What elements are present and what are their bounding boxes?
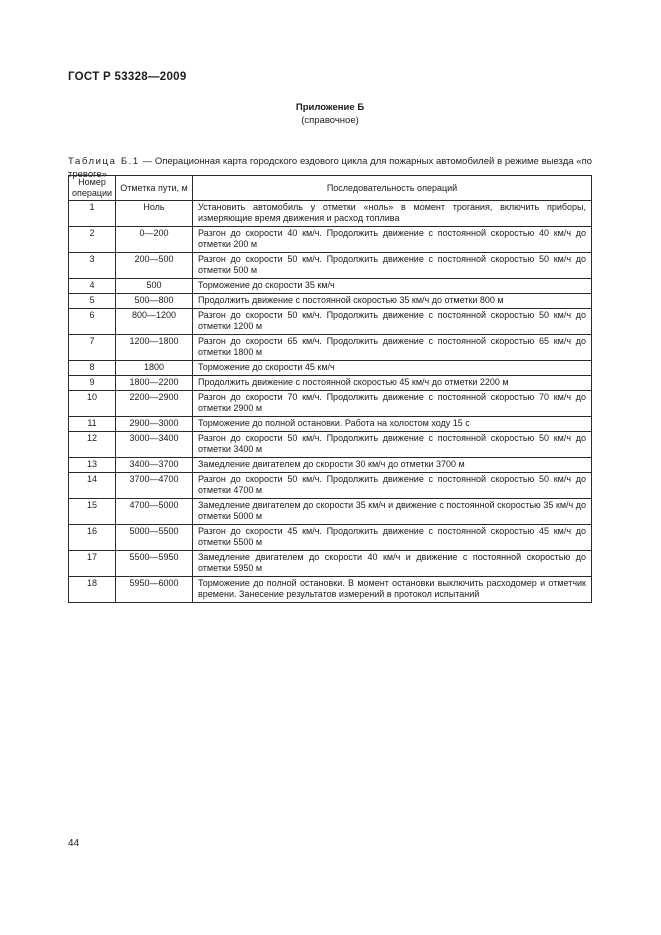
row-path-mark: 5500—5950 [116, 551, 193, 577]
row-operations-text: Торможение до полной остановки. Работа на холостом ходу 15 с [193, 417, 592, 432]
table-head [69, 176, 592, 201]
table-row [69, 294, 592, 309]
row-operations-text: Разгон до скорости 65 км/ч. Продолжить движение с постоянной скоростью 65 км/ч до отметки 1800 м [193, 335, 592, 361]
table-row [69, 309, 592, 335]
table-row [69, 391, 592, 417]
row-operations-text: Разгон до скорости 50 км/ч. Продолжить движение с постоянной скоростью 50 км/ч до отметки 3400 м [193, 432, 592, 458]
table-row [69, 376, 592, 391]
row-operations-text: Замедление двигателем до скорости 40 км/ч и движение с постоянной скоростью до отметки 5950 м [193, 551, 592, 577]
row-path-mark: 500 [116, 279, 193, 294]
row-operation-number: 1 [69, 201, 116, 227]
row-operation-number: 16 [69, 525, 116, 551]
appendix-subtitle: (справочное) [301, 115, 359, 126]
table-row [69, 499, 592, 525]
operations-table [68, 175, 592, 603]
row-operations-text: Разгон до скорости 50 км/ч. Продолжить движение с постоянной скоростью 50 км/ч до отметки 1200 м [193, 309, 592, 335]
row-path-mark: 1200—1800 [116, 335, 193, 361]
row-operations-text: Продолжить движение с постоянной скоростью 45 км/ч до отметки 2200 м [193, 376, 592, 391]
row-operations-text: Замедление двигателем до скорости 35 км/ч и движение с постоянной скоростью 35 км/ч до отметки 5000 м [193, 499, 592, 525]
table-row [69, 473, 592, 499]
row-path-mark: 500—800 [116, 294, 193, 309]
table-label: Таблица Б.1 [68, 155, 140, 167]
table-row [69, 201, 592, 227]
row-operation-number: 5 [69, 294, 116, 309]
row-path-mark: 2200—2900 [116, 391, 193, 417]
table-row [69, 279, 592, 294]
row-operation-number: 10 [69, 391, 116, 417]
table-title-text: Операционная карта городского ездового цикла для пожарных автомобилей в режиме выезда «по тревоге» [68, 155, 592, 180]
row-operation-number: 18 [69, 577, 116, 603]
row-operation-number: 11 [69, 417, 116, 432]
row-operation-number: 4 [69, 279, 116, 294]
row-path-mark: 5950—6000 [116, 577, 193, 603]
table-row [69, 361, 592, 376]
row-operations-text: Торможение до полной остановки. В момент остановки выключить расходомер и отметчик времени. Занесение результатов измерений в протокол испытаний [193, 577, 592, 603]
table-row [69, 417, 592, 432]
row-operation-number: 14 [69, 473, 116, 499]
row-operations-text: Разгон до скорости 45 км/ч. Продолжить движение с постоянной скоростью 45 км/ч до отметки 5500 м [193, 525, 592, 551]
row-path-mark: 3700—4700 [116, 473, 193, 499]
row-path-mark: 2900—3000 [116, 417, 193, 432]
table-row [69, 227, 592, 253]
column-header-path-mark: Отметка пути, м [116, 176, 193, 201]
row-path-mark: 1800—2200 [116, 376, 193, 391]
row-path-mark: 5000—5500 [116, 525, 193, 551]
row-path-mark: 0—200 [116, 227, 193, 253]
appendix-title: Приложение Б [295, 102, 365, 113]
standard-code: ГОСТ Р 53328—2009 [68, 71, 187, 83]
row-path-mark: 3000—3400 [116, 432, 193, 458]
appendix-block [68, 101, 592, 127]
row-operation-number: 13 [69, 458, 116, 473]
row-path-mark: 3400—3700 [116, 458, 193, 473]
row-operation-number: 7 [69, 335, 116, 361]
row-operation-number: 6 [69, 309, 116, 335]
row-path-mark: 4700—5000 [116, 499, 193, 525]
table-row [69, 432, 592, 458]
table-row [69, 577, 592, 603]
row-path-mark: 1800 [116, 361, 193, 376]
row-operations-text: Установить автомобиль у отметки «ноль» в момент трогания, включить приборы, измеряющие время движения и расход топлива [193, 201, 592, 227]
row-operations-text: Разгон до скорости 70 км/ч. Продолжить движение с постоянной скоростью 70 км/ч до отметки 2900 м [193, 391, 592, 417]
row-operations-text: Разгон до скорости 40 км/ч. Продолжить движение с постоянной скоростью 40 км/ч до отметки 200 м [193, 227, 592, 253]
table-row [69, 525, 592, 551]
row-path-mark: Ноль [116, 201, 193, 227]
row-operation-number: 9 [69, 376, 116, 391]
row-operations-text: Торможение до скорости 35 км/ч [193, 279, 592, 294]
table-row [69, 335, 592, 361]
column-header-operation-number: Номер операции [69, 176, 116, 201]
row-operation-number: 3 [69, 253, 116, 279]
row-operation-number: 15 [69, 499, 116, 525]
row-path-mark: 800—1200 [116, 309, 193, 335]
table-row [69, 551, 592, 577]
row-operation-number: 17 [69, 551, 116, 577]
table-row [69, 253, 592, 279]
row-operation-number: 12 [69, 432, 116, 458]
row-operation-number: 8 [69, 361, 116, 376]
table-row [69, 458, 592, 473]
row-path-mark: 200—500 [116, 253, 193, 279]
row-operations-text: Замедление двигателем до скорости 30 км/ч до отметки 3700 м [193, 458, 592, 473]
table-caption-separator: — [142, 155, 153, 167]
table-header-row [69, 176, 592, 201]
row-operations-text: Разгон до скорости 50 км/ч. Продолжить движение с постоянной скоростью 50 км/ч до отметки 500 м [193, 253, 592, 279]
row-operations-text: Продолжить движение с постоянной скоростью 35 км/ч до отметки 800 м [193, 294, 592, 309]
row-operations-text: Разгон до скорости 50 км/ч. Продолжить движение с постоянной скоростью 50 км/ч до отметки 4700 м [193, 473, 592, 499]
row-operation-number: 2 [69, 227, 116, 253]
page-number: 44 [68, 838, 80, 849]
column-header-operations-sequence: Последовательность операций [193, 176, 592, 201]
table-body [69, 201, 592, 603]
row-operations-text: Торможение до скорости 45 км/ч [193, 361, 592, 376]
